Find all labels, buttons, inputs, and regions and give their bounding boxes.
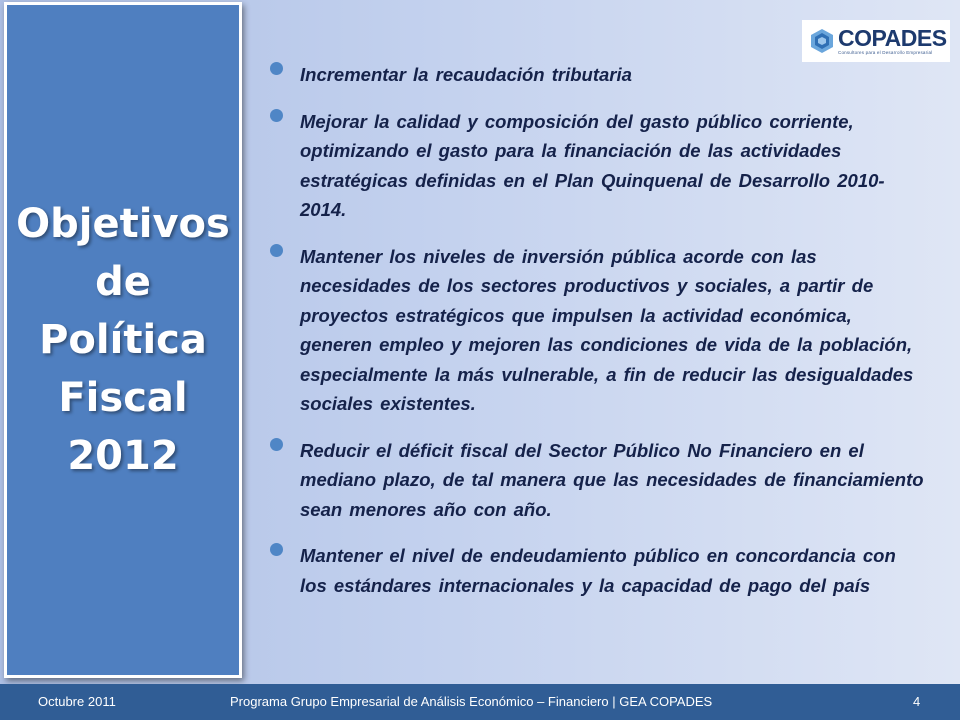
list-item [268,107,928,225]
bullet-dot-icon [270,109,283,122]
list-item [268,436,928,525]
bullet-dot-icon [270,62,283,75]
bullet-dot-icon [270,543,283,556]
logo-tagline: Consultores para el Desarrollo Empresarial [838,50,933,55]
bullet-dot-icon [270,244,283,257]
title-line: de [95,259,151,305]
title-panel [4,2,242,678]
footer-date: Octubre 2011 [38,694,116,709]
footer-bar [0,684,960,720]
bullet-dot-icon [270,438,283,451]
title-line: Objetivos [16,201,230,247]
bullet-text: Incrementar la recaudación tributaria [300,64,632,85]
objectives-list [268,60,928,617]
page-number: 4 [913,694,921,709]
list-item [268,242,928,419]
title-line: 2012 [67,433,179,479]
slide-title [16,195,230,485]
title-line: Fiscal [58,375,188,421]
logo-name: COPADES [838,25,947,51]
list-item [268,60,928,90]
bullet-text: Reducir el déficit fiscal del Sector Público No Financiero en el mediano plazo, de tal manera que las necesidades de financiamiento sean menores año con año. [300,439,924,520]
footer-program: Programa Grupo Empresarial de Análisis Económico – Financiero | GEA COPADES [230,694,713,709]
bullet-text: Mejorar la calidad y composición del gasto público corriente, optimizando el gasto para la financiación de las actividades estratégicas definidas en el Plan Quinquenal de Desarrollo 2010-2014. [300,110,885,220]
title-line: Política [39,317,207,363]
copades-logo [802,20,950,62]
hexagon-logo-icon [808,27,836,55]
bullet-text: Mantener el nivel de endeudamiento público en concordancia con los estándares internacionales y la capacidad de pago del país [300,545,896,596]
list-item [268,541,928,600]
bullet-text: Mantener los niveles de inversión pública acorde con las necesidades de los sectores productivos y sociales, a partir de proyectos estratégicos que impulsen la actividad económica, generen empleo y mejoren las condiciones de vida de la población, especialmente la más vulnerable, a fin de reducir las desigualdades sociales existentes. [300,245,914,414]
